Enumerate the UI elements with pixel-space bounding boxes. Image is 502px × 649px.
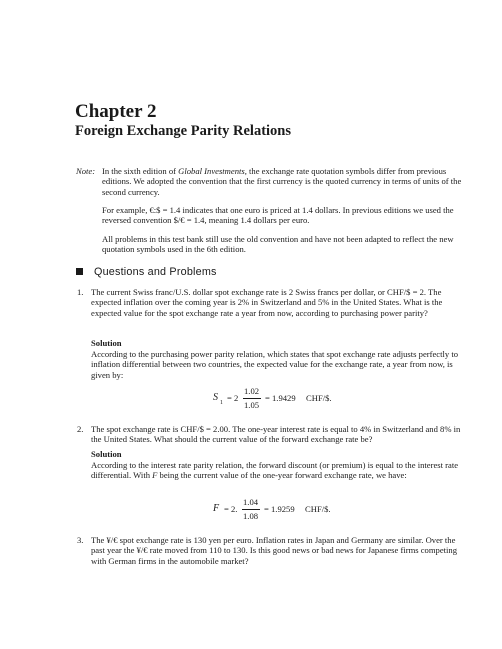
solution-text-part: According to the interest rate parity relation, the forward discount (or premium) is equal to the interest rate differential. With bbox=[91, 460, 459, 481]
solution-text-part: being the current value of the one-year forward exchange rate, we have: bbox=[157, 470, 407, 481]
formula-variable: F bbox=[213, 503, 220, 514]
formula-unit: CHF/$. bbox=[305, 504, 331, 514]
chapter-title: Foreign Exchange Parity Relations bbox=[75, 123, 292, 139]
formula-numerator: 1.02 bbox=[244, 386, 260, 396]
formula-denominator: 1.05 bbox=[244, 400, 260, 410]
note-paragraph-3: All problems in this test bank still use the old convention and have not been adapted to reflect the new quotation symbols used in the 6th edition. bbox=[102, 234, 454, 255]
fraction-bar bbox=[243, 398, 261, 399]
solution-text: According to the purchasing power parity relation, which states that spot exchange rate adjusts perfectly to inflation differential between two countries, the expected value for the exchange rate, a year from now, is given by: bbox=[91, 349, 459, 380]
question-number: 3. bbox=[77, 535, 84, 545]
question-text: The spot exchange rate is CHF/$ = 2.00. The one-year interest rate is equal to 4% in Switzerland and 8% in the United States. What should the current value of the forward exchange rate be? bbox=[91, 424, 461, 445]
square-bullet-icon bbox=[76, 268, 83, 275]
formula-coefficient: = 2 bbox=[227, 393, 239, 403]
note-text: , the exchange rate quotation symbols differ from previous editions. We adopted the convention that the first currency is the quoted currency in terms of units of the second currency. bbox=[102, 166, 462, 197]
question-number: 2. bbox=[77, 424, 84, 434]
formula-subscript: 1 bbox=[220, 400, 223, 406]
solution-label: Solution bbox=[91, 449, 122, 459]
note-label: Note: bbox=[76, 166, 96, 176]
formula-coefficient: = 2. bbox=[224, 504, 238, 514]
formula-numerator: 1.04 bbox=[243, 497, 259, 507]
formula-1 bbox=[213, 386, 353, 412]
note-paragraph-2: For example, €:$ = 1.4 indicates that one euro is priced at 1.4 dollars. In previous editions we used the reversed convention $/€ = 1.4, meaning 1.4 dollars per euro. bbox=[102, 205, 454, 226]
variable-f: F bbox=[152, 470, 158, 481]
note-text: In the sixth edition of bbox=[102, 166, 179, 176]
book-title: Global Investments bbox=[178, 166, 245, 176]
chapter-number: Chapter 2 bbox=[75, 101, 157, 122]
solution-label: Solution bbox=[91, 338, 122, 348]
formula-result: = 1.9429 bbox=[265, 393, 296, 403]
formula-variable: S bbox=[213, 392, 218, 403]
section-title: Questions and Problems bbox=[94, 266, 217, 278]
solution-text bbox=[91, 460, 462, 481]
formula-unit: CHF/$. bbox=[306, 393, 332, 403]
fraction-bar bbox=[242, 509, 260, 510]
question-number: 1. bbox=[77, 287, 84, 297]
formula-2 bbox=[213, 497, 353, 523]
note-paragraph-1 bbox=[102, 166, 462, 197]
formula-denominator: 1.08 bbox=[243, 511, 259, 521]
formula-result: = 1.9259 bbox=[264, 504, 295, 514]
question-text: The ¥/€ spot exchange rate is 130 yen per euro. Inflation rates in Japan and Germany are similar. Over the past year the ¥/€ rate moved from 110 to 130. Is this good news or bad news for Japanese firms competing with German firms in the automobile market? bbox=[91, 535, 458, 566]
question-text: The current Swiss franc/U.S. dollar spot exchange rate is 2 Swiss francs per dollar, or CHF/$ = 2. The expected inflation over the coming year is 2% in Switzerland and 5% in the United States. What is the expected value for the spot exchange rate a year from now, according to purchasing power parity? bbox=[91, 287, 443, 318]
